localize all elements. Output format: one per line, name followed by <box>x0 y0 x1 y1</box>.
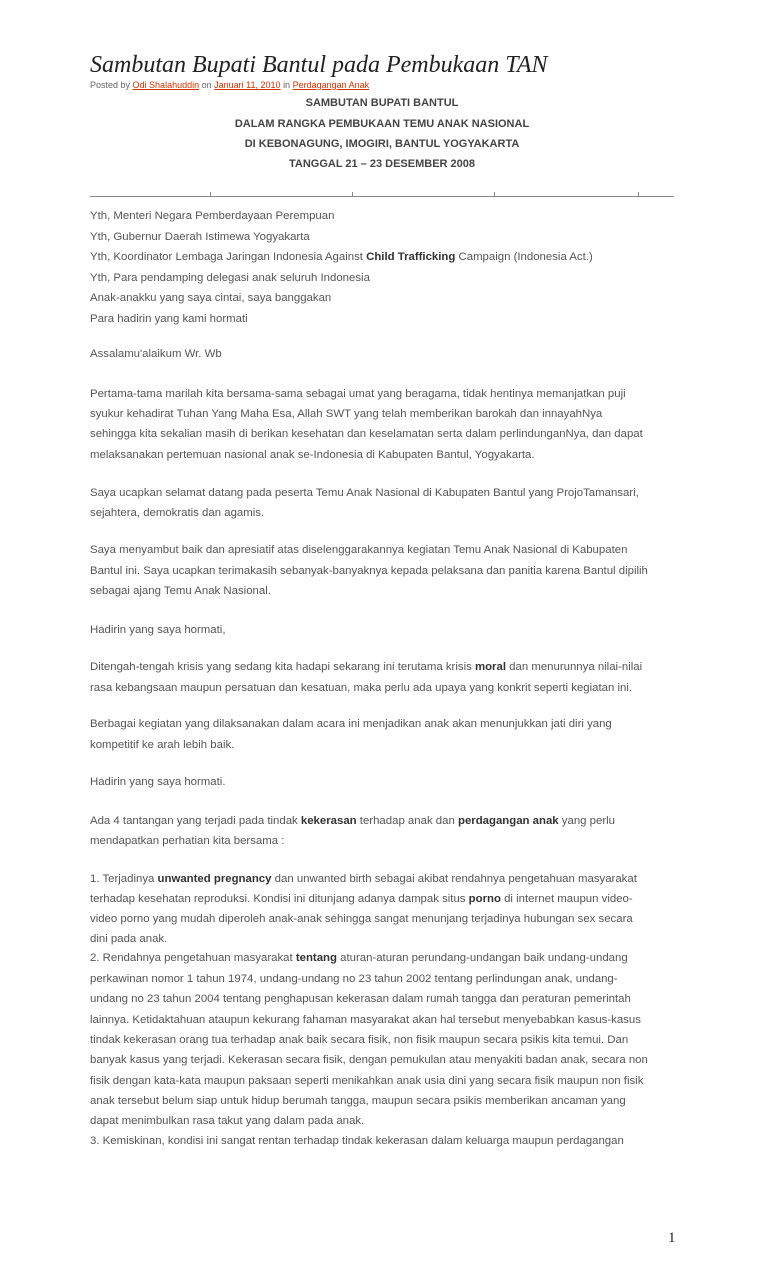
paragraph-line: melaksanakan pertemuan nasional anak se-Indonesia di Kabupaten Bantul, Yogyakarta. <box>90 449 535 461</box>
list-item-line: fisik dengan kata-kata maupun paksaan seperti menikahkan anak usia dini yang secara fisik maupun non fisik <box>90 1075 644 1087</box>
paragraph-line: Saya ucapkan selamat datang pada peserta Temu Anak Nasional di Kabupaten Bantul yang ProjoTamansari, <box>90 487 639 499</box>
paragraph-line: sebagai ajang Temu Anak Nasional. <box>90 585 271 597</box>
emphasis-text: porno <box>468 893 501 905</box>
paragraph-line: syukur kehadirat Tuhan Yang Maha Esa, Allah SWT yang telah memberikan barokah dan innayahNya <box>90 408 603 420</box>
divider-tick <box>638 192 639 197</box>
salutation-line: Yth, Koordinator Lembaga Jaringan Indonesia Against Child Trafficking Campaign (Indonesia Act.) <box>90 251 593 263</box>
emphasis-text: kekerasan <box>300 815 357 827</box>
heading-line-3: DI KEBONAGUNG, IMOGIRI, BANTUL YOGYAKARTA <box>244 138 520 150</box>
meta-prefix: Posted by <box>90 80 131 90</box>
list-item-line: lainnya. Ketidaktahuan ataupun kekurang fahaman masyarakat akan hal tersebut menyebabkan kasus-kasus <box>90 1014 641 1026</box>
paragraph-line: Hadirin yang saya hormati. <box>90 776 226 788</box>
paragraph-line: Bantul ini. Saya ucapkan terimakasih sebanyak-banyaknya kepada pelaksana dan panitia karena Bantul dipilih <box>90 565 648 577</box>
list-item-line: anak tersebut belum siap untuk hidup berumah tangga, maupun secara psikis memberikan ancaman yang <box>90 1095 626 1107</box>
post-meta <box>90 80 369 90</box>
emphasis-text: unwanted pregnancy <box>157 873 272 885</box>
salutation-line: Para hadirin yang kami hormati <box>90 313 248 325</box>
list-item-line: banyak kasus yang terjadi. Kekerasan secara fisik, dengan pemukulan atau menyakiti badan anak, secara non <box>90 1054 648 1066</box>
list-item-line: 2. Rendahnya pengetahuan masyarakat tentang aturan-aturan perundang-undangan baik undang-undang <box>90 952 628 964</box>
heading-divider <box>90 196 674 197</box>
greeting: Assalamu'alaikum Wr. Wb <box>90 348 222 360</box>
divider-tick <box>352 192 353 197</box>
paragraph-line: sehingga kita sekalian masih di berikan kesehatan dan keselamatan serta dalam perlindunganNya, dan dapat <box>90 428 643 440</box>
heading-line-1: SAMBUTAN BUPATI BANTUL <box>305 97 459 109</box>
author-link[interactable]: Odi Shalahuddin <box>132 80 200 90</box>
list-item-line: terhadap kesehatan reproduksi. Kondisi ini ditunjang adanya dampak situs porno di internet maupun video- <box>90 893 633 905</box>
list-item-line: dini pada anak. <box>90 933 168 945</box>
heading-line-4: TANGGAL 21 – 23 DESEMBER 2008 <box>288 158 476 170</box>
paragraph-line: Pertama-tama marilah kita bersama-sama sebagai umat yang beragama, tidak hentinya memanjatkan puji <box>90 388 626 400</box>
meta-in: in <box>283 80 291 90</box>
divider-tick <box>210 192 211 197</box>
list-item-line: dapat menimbulkan rasa takut yang dalam pada anak. <box>90 1115 365 1127</box>
list-item-line: tindak kekerasan orang tua terhadap anak baik secara fisik, non fisik maupun secara psikis kita temui. Dan <box>90 1034 629 1046</box>
salutation-line: Anak-anakku yang saya cintai, saya banggakan <box>90 292 332 304</box>
paragraph-line: Ada 4 tantangan yang terjadi pada tindak kekerasan terhadap anak dan perdagangan anak yang perlu <box>90 815 615 827</box>
post-title: Sambutan Bupati Bantul pada Pembukaan TAN <box>90 52 548 78</box>
page-number: 1 <box>668 1230 676 1246</box>
paragraph-line: Saya menyambut baik dan apresiatif atas diselenggarakannya kegiatan Temu Anak Nasional di Kabupaten <box>90 544 628 556</box>
emphasis-text: perdagangan anak <box>457 815 559 827</box>
date-link[interactable]: Januari 11, 2010 <box>214 80 281 90</box>
paragraph-line: kompetitif ke arah lebih baik. <box>90 739 235 751</box>
paragraph-line: Ditengah-tengah krisis yang sedang kita hadapi sekarang ini terutama krisis moral dan menurunnya nilai-nilai <box>90 661 643 673</box>
salutation-line: Yth, Gubernur Daerah Istimewa Yogyakarta <box>90 231 310 243</box>
list-item-line: video porno yang mudah diperoleh anak-anak sehingga sangat menunjang terjadinya hubungan sex secara <box>90 913 633 925</box>
list-item-line: undang no 23 tahun 2004 tentang penghapusan kekerasan dalam rumah tangga dan peraturan pemerintah <box>90 993 631 1005</box>
heading-line-2: DALAM RANGKA PEMBUKAAN TEMU ANAK NASIONAL <box>234 118 530 130</box>
list-item-line: perkawinan nomor 1 tahun 1974, undang-undang no 23 tahun 2002 tentang perlindungan anak, undang- <box>90 973 618 985</box>
list-item-line: 3. Kemiskinan, kondisi ini sangat rentan terhadap tindak kekerasan dalam keluarga maupun perdagangan <box>90 1135 624 1147</box>
list-item-line: 1. Terjadinya unwanted pregnancy dan unwanted birth sebagai akibat rendahnya pengetahuan masyarakat <box>90 873 637 885</box>
emphasis-text: moral <box>474 661 506 673</box>
paragraph-line: sejahtera, demokratis dan agamis. <box>90 507 265 519</box>
salutation-line: Yth, Para pendamping delegasi anak seluruh Indonesia <box>90 272 370 284</box>
salutation-line: Yth, Menteri Negara Pemberdayaan Perempuan <box>90 210 335 222</box>
paragraph-line: Berbagai kegiatan yang dilaksanakan dalam acara ini menjadikan anak akan menunjukkan jati diri yang <box>90 718 612 730</box>
category-link[interactable]: Perdagangan Anak <box>292 80 370 90</box>
paragraph-line: rasa kebangsaan maupun persatuan dan kesatuan, maka perlu ada upaya yang konkrit seperti kegiatan ini. <box>90 682 633 694</box>
paragraph-line: mendapatkan perhatian kita bersama : <box>90 835 285 847</box>
meta-on: on <box>201 80 212 90</box>
paragraph-line: Hadirin yang saya hormati, <box>90 624 226 636</box>
divider-tick <box>494 192 495 197</box>
emphasis-text: tentang <box>295 952 337 964</box>
emphasis-text: Child Trafficking <box>366 251 456 263</box>
